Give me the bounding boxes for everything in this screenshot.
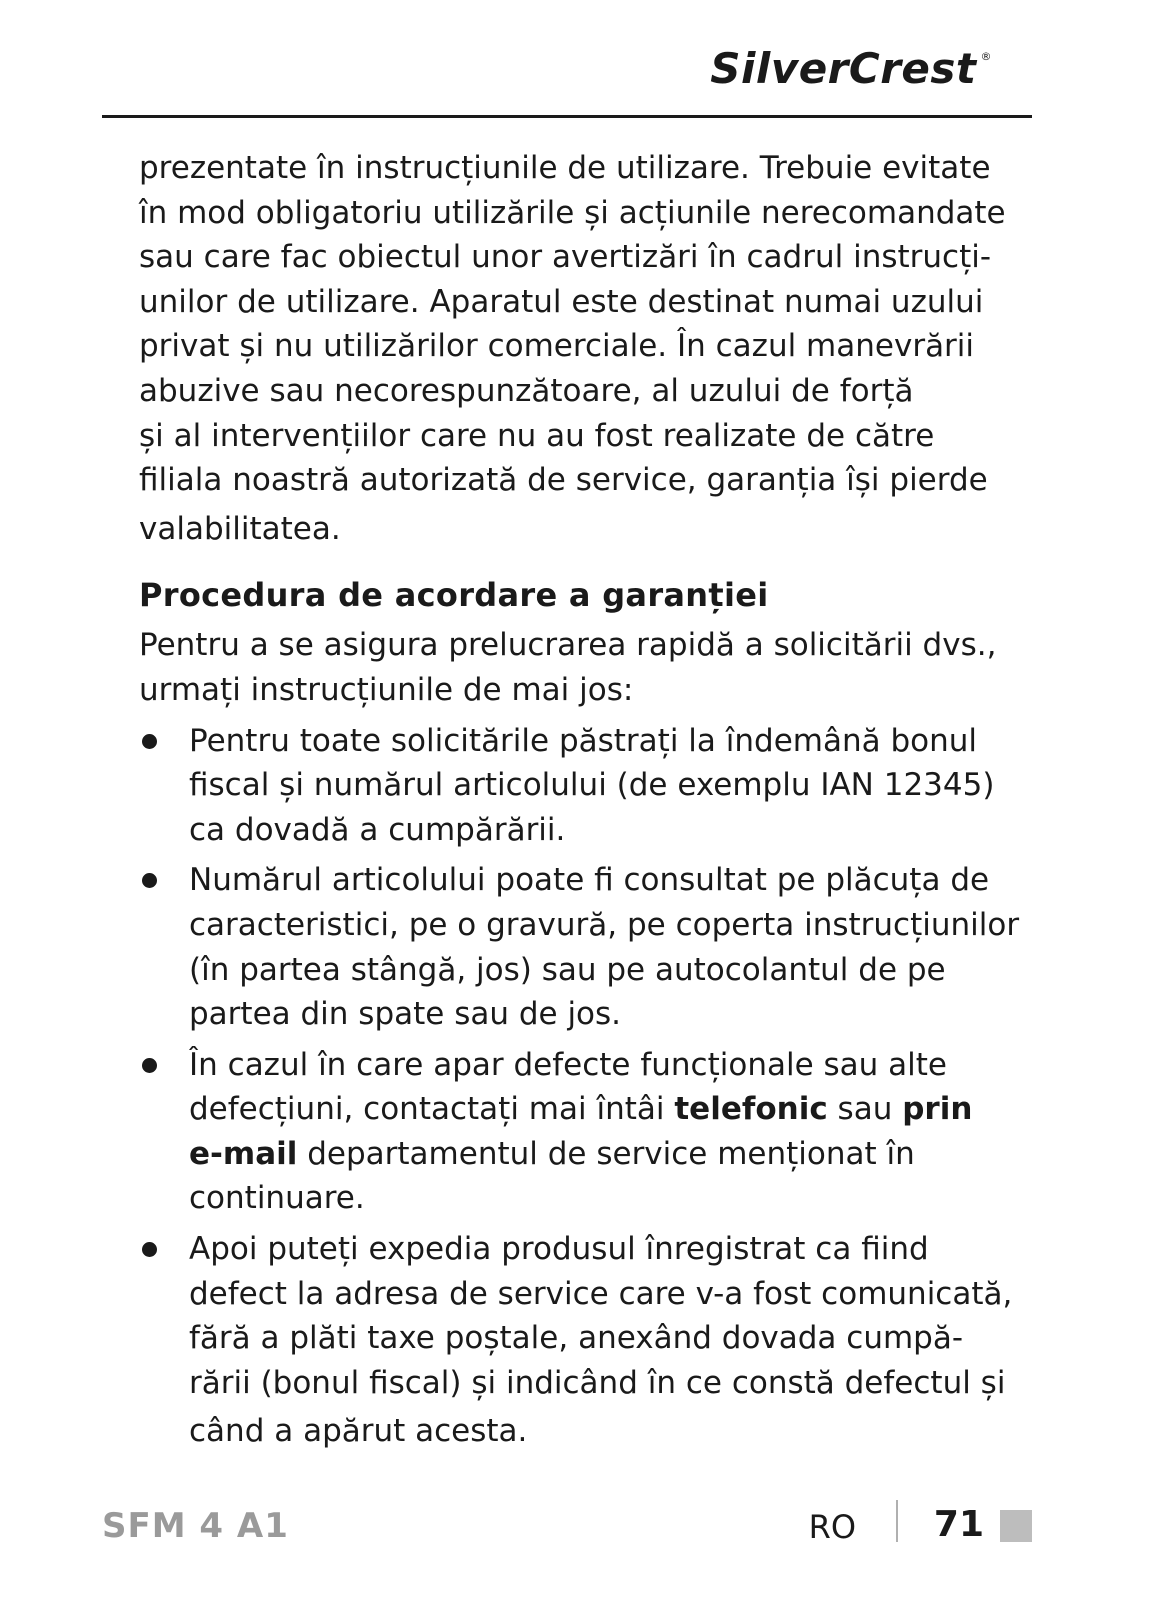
intro-line: urmați instrucțiunile de mai jos: <box>139 671 634 708</box>
list-item-line: continuare. <box>189 1180 365 1217</box>
list-item-line: fără a plăti taxe poștale, anexând dovada cumpă- <box>189 1320 964 1357</box>
page-footer <box>102 1500 1032 1560</box>
registered-mark: ® <box>980 50 992 63</box>
intro-paragraph <box>139 623 1019 712</box>
bullet-icon <box>142 734 157 749</box>
list-item-line: (în partea stângă, jos) sau pe autocolantul de pe <box>189 951 946 988</box>
bullet-icon <box>142 873 157 888</box>
paragraph-line: în mod obligatoriu utilizările și acțiunile nerecomandate <box>139 194 1006 231</box>
list-item <box>139 858 1019 1036</box>
bold-via: prin <box>902 1091 973 1128</box>
page-number: 71 <box>933 1504 984 1545</box>
list-item-line: partea din spate sau de jos. <box>189 996 622 1033</box>
warranty-paragraph <box>139 146 1019 551</box>
list-item-line <box>189 1132 1019 1177</box>
brand-name: SilverCrest <box>710 44 977 93</box>
list-item <box>139 1227 1019 1454</box>
page-content <box>139 146 1019 1460</box>
paragraph-line: privat și nu utilizărilor comerciale. În cazul manevrării <box>139 328 975 365</box>
paragraph-line: valabilitatea. <box>139 510 341 547</box>
list-item-line: ca dovadă a cumpărării. <box>189 811 566 848</box>
bullet-icon <box>142 1242 157 1257</box>
list-item <box>139 719 1019 853</box>
list-item-line <box>189 1087 1019 1132</box>
paragraph-line: abuzive sau necorespunzătoare, al uzului de forță <box>139 372 914 409</box>
list-item-line: Pentru toate solicitările păstrați la îndemână bonul <box>189 722 978 759</box>
bold-email: e-mail <box>189 1135 298 1172</box>
text-run: sau <box>827 1091 903 1128</box>
list-item-line: caracteristici, pe o gravură, pe coperta instrucțiunilor <box>189 906 1020 943</box>
paragraph-line: unilor de utilizare. Aparatul este destinat numai uzului <box>139 283 984 320</box>
instruction-list <box>139 719 1019 1455</box>
paragraph-line: filiala noastră autorizată de service, garanția își pierde <box>139 462 988 499</box>
list-item-line: când a apărut acesta. <box>189 1413 528 1450</box>
header-rule <box>102 115 1032 118</box>
list-item-line: rării (bonul fiscal) și indicând în ce constă defectul și <box>189 1364 1006 1401</box>
list-item-line: În cazul în care apar defecte funcționale sau alte <box>189 1046 948 1083</box>
text-run: defecțiuni, contactați mai întâi <box>189 1091 675 1128</box>
list-item-line: fiscal și numărul articolului (de exemplu IAN 12345) <box>189 767 995 804</box>
bold-phone: telefonic <box>674 1091 828 1128</box>
brand-logo <box>710 44 992 93</box>
footer-divider <box>896 1500 898 1542</box>
list-item <box>139 1043 1019 1221</box>
list-item-line: defect la adresa de service care v-a fost comunicată, <box>189 1275 1013 1312</box>
paragraph-line: prezentate în instrucțiunile de utilizare. Trebuie evitate <box>139 150 991 186</box>
page-marker-square <box>1000 1510 1032 1542</box>
text-run: departamentul de service menționat în <box>297 1135 915 1172</box>
list-item-line: Numărul articolului poate fi consultat pe plăcuța de <box>189 862 990 899</box>
paragraph-line: și al intervențiilor care nu au fost realizate de către <box>139 417 935 454</box>
language-code: RO <box>808 1508 856 1546</box>
model-number: SFM 4 A1 <box>102 1506 289 1546</box>
paragraph-line: sau care fac obiectul unor avertizări în cadrul instrucți- <box>139 239 992 276</box>
bullet-icon <box>142 1058 157 1073</box>
intro-line: Pentru a se asigura prelucrarea rapidă a solicitării dvs., <box>139 627 997 664</box>
list-item-line: Apoi puteți expedia produsul înregistrat ca fiind <box>189 1231 929 1268</box>
section-heading: Procedura de acordare a garanției <box>139 576 769 615</box>
